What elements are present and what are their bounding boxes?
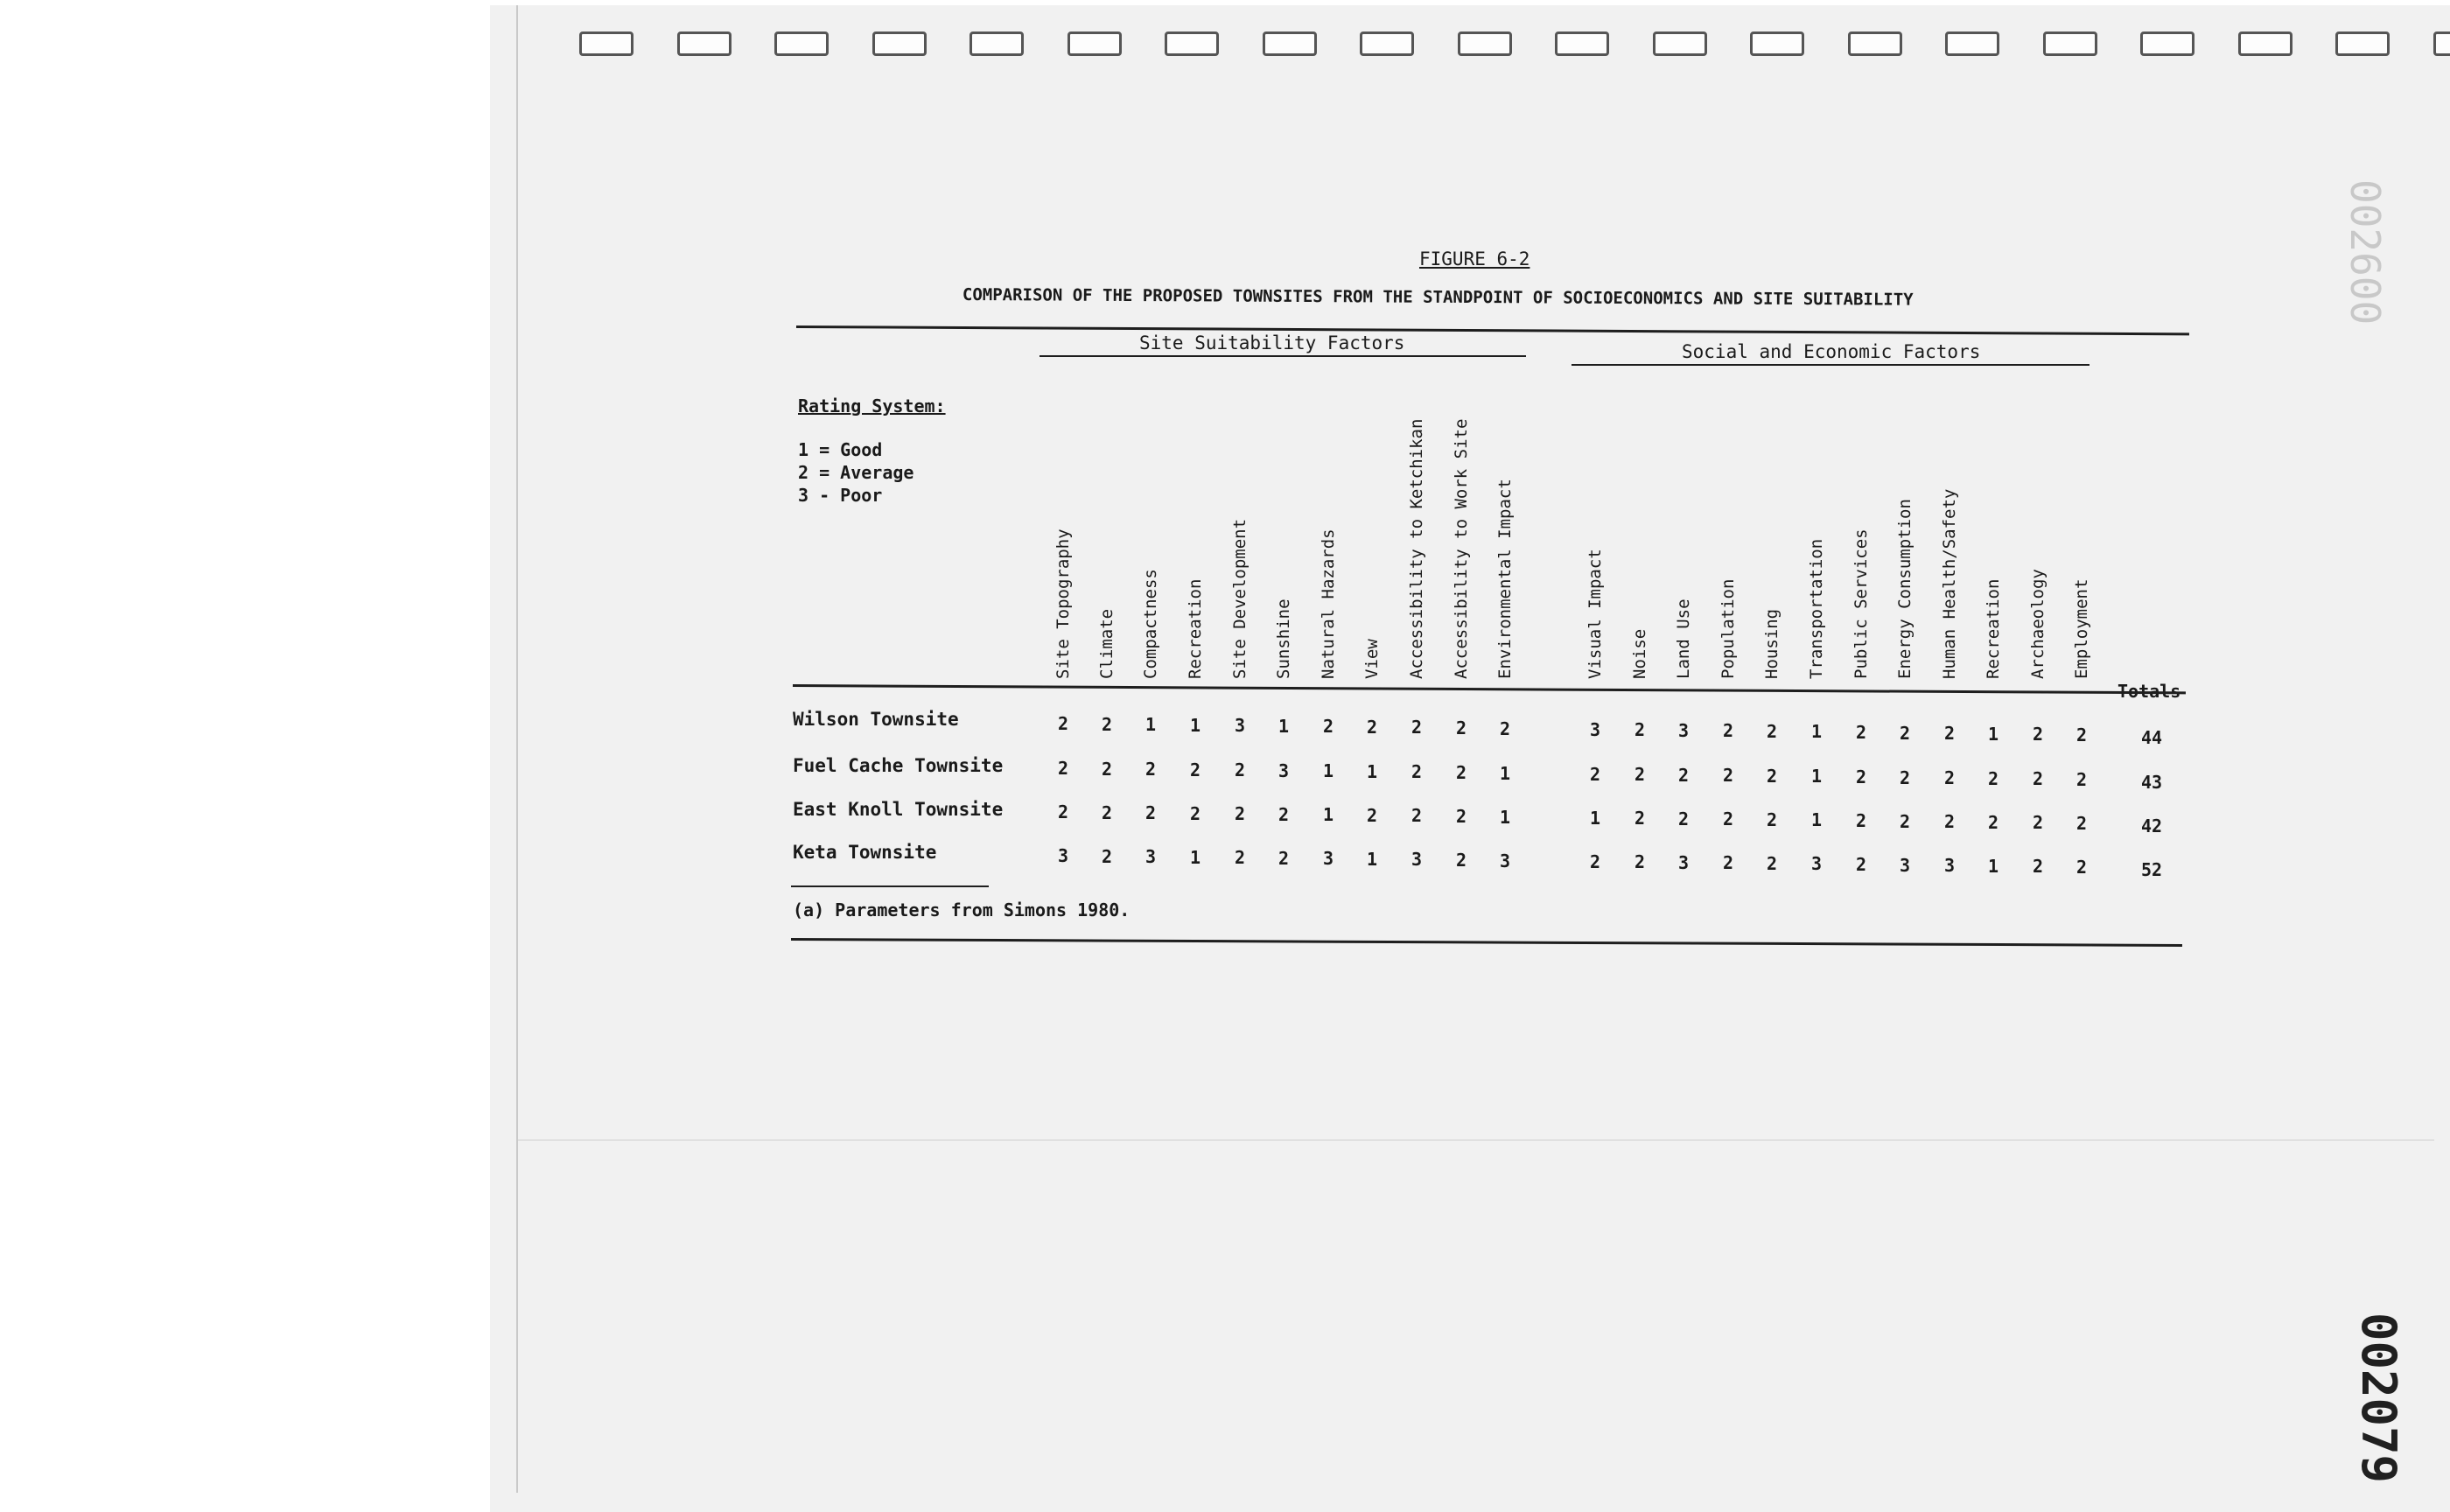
table-cell: 2 [1899, 811, 1911, 832]
table-cell: 2 [1677, 765, 1690, 786]
column-header: Land Use [1674, 598, 1693, 679]
table-cell: 2 [1455, 762, 1467, 783]
column-header: Sunshine [1274, 598, 1293, 679]
table-cell: 1 [1144, 714, 1157, 735]
column-header: Natural Hazards [1319, 528, 1338, 679]
table-cell: 2 [1634, 764, 1646, 785]
sheet-fold-line [518, 1139, 2434, 1141]
table-cell: 2 [1057, 802, 1069, 822]
table-cell: 2 [2076, 769, 2088, 790]
rating-system-title: Rating System: [798, 396, 946, 416]
table-cell: 2 [1234, 760, 1246, 780]
row-name: Wilson Townsite [793, 709, 959, 730]
table-cell: 3 [1144, 846, 1157, 867]
table-cell: 2 [1987, 812, 1999, 833]
table-cell: 1 [1987, 856, 1999, 877]
table-cell: 2 [1101, 714, 1113, 735]
table-cell: 1 [1278, 716, 1290, 737]
table-cell: 2 [1766, 809, 1778, 830]
table-cell: 2 [1278, 804, 1290, 825]
table-cell: 2 [1589, 764, 1601, 785]
table-cell: 2 [1722, 852, 1734, 873]
table-cell: 2 [1057, 713, 1069, 734]
table-cell: 1 [1322, 760, 1334, 781]
column-header: Energy Consumption [1895, 499, 1914, 679]
table-cell: 1 [1322, 804, 1334, 825]
table-cell: 3 [1677, 720, 1690, 741]
column-header: Compactness [1141, 569, 1160, 679]
table-cell: 2 [1589, 851, 1601, 872]
table-cell: 3 [1410, 849, 1423, 870]
table-cell: 2 [1189, 760, 1201, 780]
table-cell: 2 [1634, 851, 1646, 872]
row-total: 43 [2140, 772, 2163, 793]
table-title: COMPARISON OF THE PROPOSED TOWNSITES FROM THE STANDPOINT OF SOCIOECONOMICS AND SITE SUITABILITY [962, 285, 1914, 310]
binder-hole [970, 32, 1024, 56]
column-header: Recreation [1984, 578, 2003, 679]
table-cell: 2 [1634, 719, 1646, 740]
column-header: Human Health/Safety [1940, 488, 1959, 679]
table-cell: 3 [1322, 848, 1334, 869]
table-cell: 2 [1410, 717, 1423, 738]
rating-good: 1 = Good [798, 439, 883, 460]
column-header: Noise [1630, 628, 1649, 679]
table-cell: 1 [1810, 809, 1823, 830]
column-header: Visual Impact [1586, 549, 1605, 679]
binder-hole [2140, 32, 2194, 56]
row-name: Fuel Cache Townsite [793, 755, 1004, 776]
table-cell: 1 [1810, 766, 1823, 787]
table-cell: 1 [1810, 721, 1823, 742]
column-header: Population [1718, 578, 1738, 679]
column-header: Site Topography [1054, 528, 1073, 679]
footnote-rule [791, 886, 989, 887]
binder-hole [1068, 32, 1122, 56]
table-cell: 2 [1677, 808, 1690, 830]
paper-sheet [490, 5, 2450, 1512]
table-cell: 2 [2032, 856, 2044, 877]
table-cell: 2 [1366, 805, 1378, 826]
table-cell: 2 [1410, 805, 1423, 826]
table-cell: 2 [1899, 767, 1911, 788]
table-cell: 1 [1589, 808, 1601, 829]
rating-poor: 3 - Poor [798, 485, 883, 506]
table-cell: 2 [1855, 810, 1867, 831]
table-cell: 1 [1499, 807, 1511, 828]
table-cell: 2 [1144, 802, 1157, 823]
column-header: Recreation [1186, 578, 1205, 679]
table-cell: 2 [1057, 758, 1069, 779]
table-cell: 2 [1943, 811, 1956, 832]
table-cell: 2 [1410, 761, 1423, 782]
footnote: (a) Parameters from Simons 1980. [793, 900, 1130, 920]
column-header: Transportation [1807, 538, 1826, 679]
table-cell: 2 [1144, 759, 1157, 780]
column-header: Site Development [1230, 518, 1250, 679]
binder-hole [1360, 32, 1414, 56]
table-cell: 2 [1899, 723, 1911, 744]
binder-hole [1750, 32, 1804, 56]
table-cell: 2 [2032, 812, 2044, 833]
table-cell: 2 [1234, 847, 1246, 868]
table-cell: 3 [1057, 845, 1069, 866]
column-header: Accessibility to Work Site [1452, 418, 1471, 679]
row-total: 42 [2140, 816, 2163, 836]
row-total: 44 [2140, 727, 2163, 748]
table-cell: 2 [1634, 808, 1646, 829]
binder-hole [1945, 32, 1999, 56]
column-header: Archaeology [2028, 569, 2048, 679]
table-cell: 2 [1234, 803, 1246, 824]
column-header: Environmental Impact [1495, 479, 1515, 679]
table-cell: 1 [1189, 847, 1201, 868]
binder-hole [1165, 32, 1219, 56]
table-cell: 2 [1455, 850, 1467, 871]
social-factors-rule [1572, 364, 2090, 366]
figure-label: FIGURE 6-2 [1419, 248, 1530, 270]
table-cell: 2 [2032, 768, 2044, 789]
column-header: Accessibility to Ketchikan [1407, 418, 1426, 679]
table-cell: 2 [1189, 803, 1201, 824]
table-cell: 2 [2076, 857, 2088, 878]
binder-hole [677, 32, 732, 56]
table-cell: 2 [1101, 846, 1113, 867]
binder-hole [1848, 32, 1902, 56]
table-cell: 3 [1810, 853, 1823, 874]
column-header: Housing [1762, 608, 1782, 679]
column-header: Employment [2072, 578, 2091, 679]
table-cell: 3 [1899, 855, 1911, 876]
binder-hole [1555, 32, 1609, 56]
binder-hole [2335, 32, 2390, 56]
table-cell: 1 [1366, 849, 1378, 870]
table-cell: 1 [1987, 724, 1999, 745]
table-cell: 2 [2076, 813, 2088, 834]
table-cell: 2 [1101, 759, 1113, 780]
table-cell: 2 [1455, 718, 1467, 738]
social-factors-heading: Social and Economic Factors [1682, 341, 1981, 362]
table-cell: 3 [1677, 852, 1690, 873]
table-cell: 2 [1766, 853, 1778, 874]
table-cell: 2 [1855, 766, 1867, 788]
table-cell: 2 [1943, 723, 1956, 744]
table-cell: 2 [1766, 721, 1778, 742]
table-cell: 2 [1722, 720, 1734, 741]
binder-hole [2043, 32, 2097, 56]
table-cell: 2 [1366, 717, 1378, 738]
table-cell: 1 [1366, 761, 1378, 782]
table-cell: 1 [1499, 763, 1511, 784]
table-cell: 2 [1455, 806, 1467, 827]
table-cell: 2 [2032, 724, 2044, 745]
table-cell: 2 [1499, 718, 1511, 739]
table-cell: 3 [1589, 719, 1601, 740]
site-factors-rule [1040, 355, 1526, 357]
binder-hole [1263, 32, 1317, 56]
table-cell: 3 [1499, 850, 1511, 872]
table-cell: 2 [1943, 767, 1956, 788]
stamp-top: 002600 [2342, 179, 2389, 326]
table-cell: 2 [1855, 854, 1867, 875]
table-cell: 3 [1943, 855, 1956, 876]
table-cell: 2 [1766, 766, 1778, 787]
table-cell: 1 [1189, 715, 1201, 736]
stamp-bottom: 002079 [2351, 1312, 2406, 1484]
table-cell: 3 [1278, 760, 1290, 781]
column-header: Climate [1097, 608, 1116, 679]
binder-hole [774, 32, 829, 56]
row-name: East Knoll Townsite [793, 799, 1004, 820]
row-name: Keta Townsite [793, 842, 937, 863]
table-cell: 3 [1234, 715, 1246, 736]
table-cell: 2 [1987, 768, 1999, 789]
table-cell: 2 [2076, 724, 2088, 746]
sheet-edge-line [516, 5, 518, 1493]
binder-hole [2238, 32, 2292, 56]
column-header: Public Services [1852, 528, 1871, 679]
site-factors-heading: Site Suitability Factors [1139, 332, 1405, 354]
table-cell: 2 [1855, 722, 1867, 743]
rating-average: 2 = Average [798, 462, 914, 483]
table-cell: 2 [1278, 848, 1290, 869]
table-cell: 2 [1101, 802, 1113, 823]
binder-hole [579, 32, 634, 56]
table-cell: 2 [1722, 765, 1734, 786]
binder-hole [872, 32, 927, 56]
binder-hole [1653, 32, 1707, 56]
table-cell: 2 [1722, 808, 1734, 830]
binder-hole [2433, 32, 2450, 56]
column-header: View [1362, 639, 1382, 679]
row-total: 52 [2140, 859, 2163, 880]
binder-hole [1458, 32, 1512, 56]
table-cell: 2 [1322, 716, 1334, 737]
